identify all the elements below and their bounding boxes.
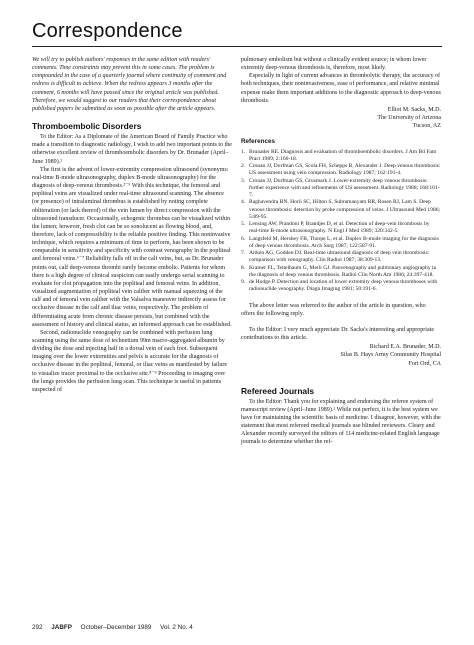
page-footer <box>32 624 200 631</box>
reference-item: 2. Cronan JJ, Dorfman GS, Scola FH, Schepps B, Alexander J. Deep venous thrombosis: US assessment using vein compression. Radiology 1987; 162:191-4. <box>241 163 441 177</box>
letter-paragraph: pulmonary embolism but without a clinically evident source; in whom lower extremity deep-venous thrombosis is, therefore, most likely. <box>241 57 427 72</box>
reference-item: 6. Langsfeld M, Hershey FB, Thorpe L, et al. Duplex B-mode imaging for the diagnosis of deep venous thrombosis. Arch Surg 1987; 122:587-91. <box>241 235 439 249</box>
section-heading-refereed: Refereed Journals <box>241 385 315 396</box>
signature-brunader <box>241 343 441 367</box>
signature-name: Richard E.A. Brunader, M.D. <box>369 344 441 351</box>
reference-item: 4. Raghavendra BN, Horii SC, Hilton S, Subramanyam BR, Rosen RJ, Lam S. Deep venous thrombosis: detection by probe compression of veins. J Ultrasound Med 1986; 5:89-95. <box>241 199 441 220</box>
letter-paragraph: Especially in light of current advances in thrombolytic therapy, the accuracy of both techniques, their noninvasiveness, ease of performance, and relative minimal expense make them important additions to the diagnostic approach to deep-venous thrombosis. <box>241 73 441 104</box>
page-title: Correspondence <box>32 20 183 42</box>
letter-paragraph: To the Editor: As a Diplomate of the American Board of Family Practice who made a transition to diagnostic radiology, I wish to add two important points to the otherwise excellent review of thromboembolic disorders by Dr. Brunader (April–June 1989).¹ <box>32 134 232 165</box>
letter-paragraph: Second, radionuclide venography can be combined with perfusion lung scanning using the same dose of technetium 99m macro-aggregated albumin by dividing the dose and injecting half in a dorsal vein of each foot. Subsequent imaging over the lower extremities and pelvis is accurate for the diagnosis of occlusive disease in the popliteal, femoral, or iliac veins as manifested by failure to visualize tracer proximal to the occlusive site.⁸⁻⁹ Proceeding to imaging over the lungs provides the perfusion lung scan. This technique is useful in patients suspected of <box>32 329 228 393</box>
signature-institution: The University of Arizona <box>377 115 441 122</box>
signature-place: Tucson, AZ <box>412 123 441 130</box>
right-column <box>241 56 441 447</box>
reference-item: 8. Kramer FL, Teitelbaum G, Merli GJ. Panvenography and pulmonary angiography in the diagnosis of deep venous thrombosis. Radiol Clin North Am 1986; 24:397-418. <box>241 264 437 278</box>
reference-item: 1. Brunader RE. Diagnosis and evaluation of thromboembolic disorders. J Am Bd Fam Pract 1989; 2:166-18. <box>241 148 437 162</box>
signature-sacks <box>241 106 441 130</box>
section-heading-thromboembolic: Thromboembolic Disorders <box>32 121 142 132</box>
reference-item: 9. de Hodge P. Detection and location of lower extremity deep venous thromboses with radionuclide venography. Diagn Imaging 1981; 50:191-6. <box>241 279 438 293</box>
letter-paragraph: The first is the advent of lower-extremity compression ultrasound (synonyms: real-time B-mode ultrasonography, duplex B-mode ultrasonography) for the diagnosis of deep-venous thrombosis.²⁻⁵ With this technique, the femoral and popliteal veins are visualized under real-time ultrasound scanning. The absence (or presence) of intraluminal thrombus is established by noting complete obliteration (or lack thereof) of the vein lumen by direct compression with the ultrasound transducer. Occasionally, echogenic thrombus can be visualized within the lumen; however, fresh clot can be so sonolucent as flowing blood, and, therefore, lack of compressibility is the reliable positive finding. This noninvasive technique, which requires a minimum of time to perform, has been shown to be comparable in sensitivity and specificity with contrast venography in the popliteal and femoral veins.⁶⁻⁷ Reliability falls off in the calf veins, but, as Dr. Brunader points out, calf deep-venous thrombi rarely become embolic. Patients for whom there is a high degree of clinical suspicion can easily undergo serial scanning to evaluate for clot propagation into the popliteal and femoral veins. In addition, visualized augmentation of popliteal vein caliber with manual squeezing of the calf and of femoral vein caliber with the Valsalva maneuver indirectly assess for occlusive disease in the calf and iliac veins, respectively. The problem of differentiating acute from chronic disease persists, but combined with the assessment of history and clinical status, an informed approach can be established. <box>32 166 232 328</box>
title-rule <box>32 46 442 47</box>
volume-number: Vol. 2 No. 4 <box>160 624 193 631</box>
references-heading: References <box>241 138 275 146</box>
signature-institution: Silas B. Hays Army Community Hospital <box>340 352 441 359</box>
reference-item: 7. Aitken AG, Godden DJ. Real-time ultrasound diagnosis of deep vein thrombosis: comparison with venography. Clin Radiol 1987; 38:309-13. <box>241 250 430 264</box>
reply-paragraph: To the Editor: I very much appreciate Dr. Sacks's interesting and appropriate contributions to this article. <box>241 326 435 342</box>
letter-paragraph: To the Editor: Thank you for explaining and endorsing the referee system of manuscript review (April–June 1989).¹ While not perfect, it is the best system we have for maintaining the scientific basis of medicine. I disagree, however, with the statement that most refereed medical journals use blinded reviewers. Cleary and Alexander recently surveyed the editors of 114 medicine-related English language journals to determine whether the ref- <box>241 398 441 446</box>
signature-name: Elliot M. Sacks, M.D. <box>387 106 441 113</box>
signature-place: Fort Ord, CA <box>408 360 441 367</box>
references-list <box>241 149 441 294</box>
page-number: 292 <box>32 624 43 631</box>
editorial-intro: We will try to publish authors' responses in the same edition with readers' comments. Time constraints may prevent this in some cases. The problem is compounded in the case of a quarterly journal where continuity of comment and redress is difficult to achieve. When the redress appears 3 months after the comment, 6 months will have passed since the original article was published. Therefore, we would suggest to our readers that their correspondence about published papers be submitted as soon as possible after the article appears. <box>32 57 227 112</box>
reference-item: 3. Cronan JJ, Dorfman GS, Grusmark J. Lower-extremity deep venous thrombosis: further experience with and refinements of US assessment. Radiology 1988; 168:101-7. <box>241 177 440 199</box>
referral-note: The above letter was referred to the author of the article in question, who offers the following reply. <box>241 302 426 317</box>
left-column <box>32 56 232 394</box>
issue-date: October–December 1989 <box>80 624 152 631</box>
reference-item: 5. Lensing AW, Prandoni P, Brandjes D, et al. Detection of deep-vein thrombosis by real-time B-mode ultrasonography. N Engl J Med 1989; 320:342-5. <box>241 221 430 235</box>
journal-name: JABFP <box>51 624 72 631</box>
